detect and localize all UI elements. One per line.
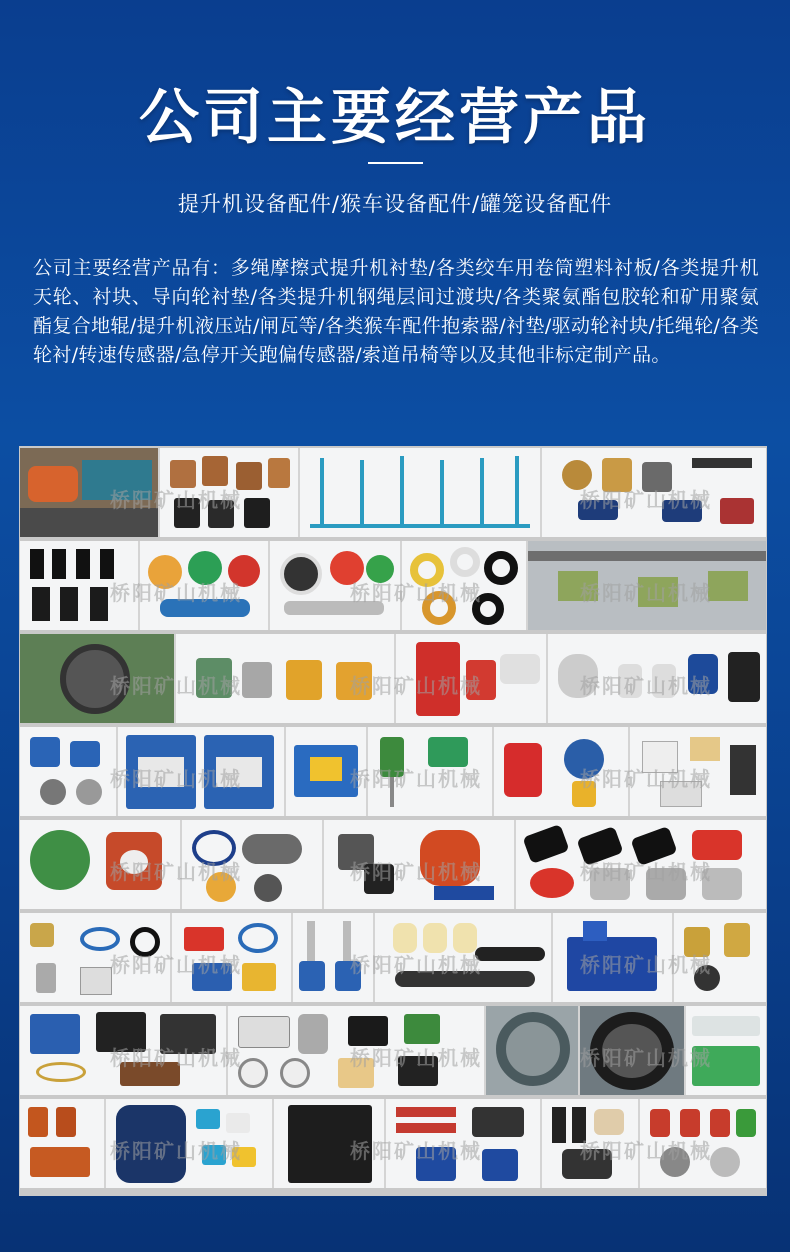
limit-switches-image [630, 727, 766, 816]
control-boxes-image [118, 727, 284, 816]
product-row [20, 820, 766, 909]
monorail-installation-photo [528, 541, 766, 630]
rubber-parts-image [640, 1099, 766, 1188]
product-row [20, 1099, 766, 1188]
watermark-text: 桥阳矿山机械 [580, 674, 712, 698]
watermark-text: 桥阳矿山机械 [110, 674, 242, 698]
speed-sensors-image [548, 634, 766, 723]
product-row [20, 634, 766, 723]
green-liner-plates-image [686, 1006, 766, 1095]
product-description: 公司主要经营产品有：多绳摩擦式提升机衬垫/各类绞车用卷筒塑料衬板/各类提升机天轮、衬块、导向轮衬垫/各类提升机钢绳层间过渡块/各类聚氨酯包胶轮和矿用聚氨酯复合地辊/提升机液压站/闸瓦等/各类猴车配件抱索器/衬垫/驱动轮衬块/托绳轮/各类轮衬/转速传感器/急停开关跑偏传感器/索道吊椅等以及其他非标定制产品。 [33, 257, 759, 366]
cabinet-image [274, 1099, 384, 1188]
watermark-text: 桥阳矿山机械 [580, 1139, 712, 1163]
wheel-liners-image [402, 541, 526, 630]
product-row [20, 913, 766, 1002]
watermark-text: 桥阳矿山机械 [580, 488, 712, 512]
watermark-text: 桥阳矿山机械 [110, 488, 242, 512]
product-row [20, 541, 766, 630]
polyurethane-parts-image [182, 820, 322, 909]
solenoid-valves-image [20, 1006, 226, 1095]
watermark-text: 桥阳矿山机械 [580, 860, 712, 884]
black-liner-blocks-image [20, 541, 138, 630]
product-row [20, 448, 766, 537]
polyurethane-rollers-image [140, 541, 268, 630]
watermark-text: 桥阳矿山机械 [350, 953, 482, 977]
watermark-text: 桥阳矿山机械 [350, 1139, 482, 1163]
watermark-text: 桥阳矿山机械 [110, 1139, 242, 1163]
watermark-text: 桥阳矿山机械 [350, 860, 482, 884]
shaft-parts-image [542, 1099, 638, 1188]
watermark-text: 桥阳矿山机械 [580, 767, 712, 791]
support-rollers-image [375, 913, 551, 1002]
brake-drum-photo [20, 634, 174, 723]
orange-liner-blocks-image [20, 1099, 104, 1188]
watermark-text: 桥阳矿山机械 [350, 674, 482, 698]
friction-pads-image [516, 820, 766, 909]
watermark-text: 桥阳矿山机械 [110, 860, 242, 884]
hydraulic-fittings-image [20, 913, 170, 1002]
watermark-text: 桥阳矿山机械 [580, 953, 712, 977]
watermark-text: 桥阳矿山机械 [350, 581, 482, 605]
brake-parts-image [386, 1099, 540, 1188]
page-subtitle: 提升机设备配件/猴车设备配件/罐笼设备配件 [177, 192, 613, 216]
hydraulic-station-image [553, 913, 673, 1002]
watermark-text: 桥阳矿山机械 [110, 581, 242, 605]
position-sensors-image [293, 913, 373, 1002]
cable-chair-frames-image [300, 448, 540, 537]
switch-boxes-image [172, 913, 292, 1002]
gear-motor-image [324, 820, 514, 909]
rope-support-wheels-image [270, 541, 400, 630]
wheel-and-pads-image [106, 1099, 272, 1188]
hoist-machinery-photo [20, 448, 158, 537]
head-sheave-photo [486, 1006, 578, 1095]
watermark-text: 桥阳矿山机械 [580, 581, 712, 605]
motor-couplings-image [20, 820, 180, 909]
watermark-text: 桥阳矿山机械 [580, 1046, 712, 1070]
page-title: 公司主要经营产品 [139, 83, 651, 153]
rope-drum-photo [580, 1006, 684, 1095]
emergency-switches-image [368, 727, 492, 816]
product-row [20, 1006, 766, 1095]
title-divider [368, 162, 423, 164]
liner-blocks-image [160, 448, 298, 537]
junction-box-image [286, 727, 366, 816]
watermark-text: 桥阳矿山机械 [350, 1046, 482, 1070]
watermark-text: 桥阳矿山机械 [110, 767, 242, 791]
alarm-sirens-image [494, 727, 628, 816]
brake-cylinders-image [176, 634, 394, 723]
pressure-gauges-image [228, 1006, 484, 1095]
hydraulic-brake-units-image [396, 634, 546, 723]
watermark-text: 桥阳矿山机械 [110, 953, 242, 977]
switch-sensors-image [20, 727, 116, 816]
product-row [20, 727, 766, 816]
watermark-text: 桥阳矿山机械 [110, 1046, 242, 1070]
watermark-text: 桥阳矿山机械 [350, 767, 482, 791]
rope-grip-assemblies-image [542, 448, 766, 537]
product-image-grid [19, 446, 767, 1196]
valves-image [674, 913, 766, 1002]
